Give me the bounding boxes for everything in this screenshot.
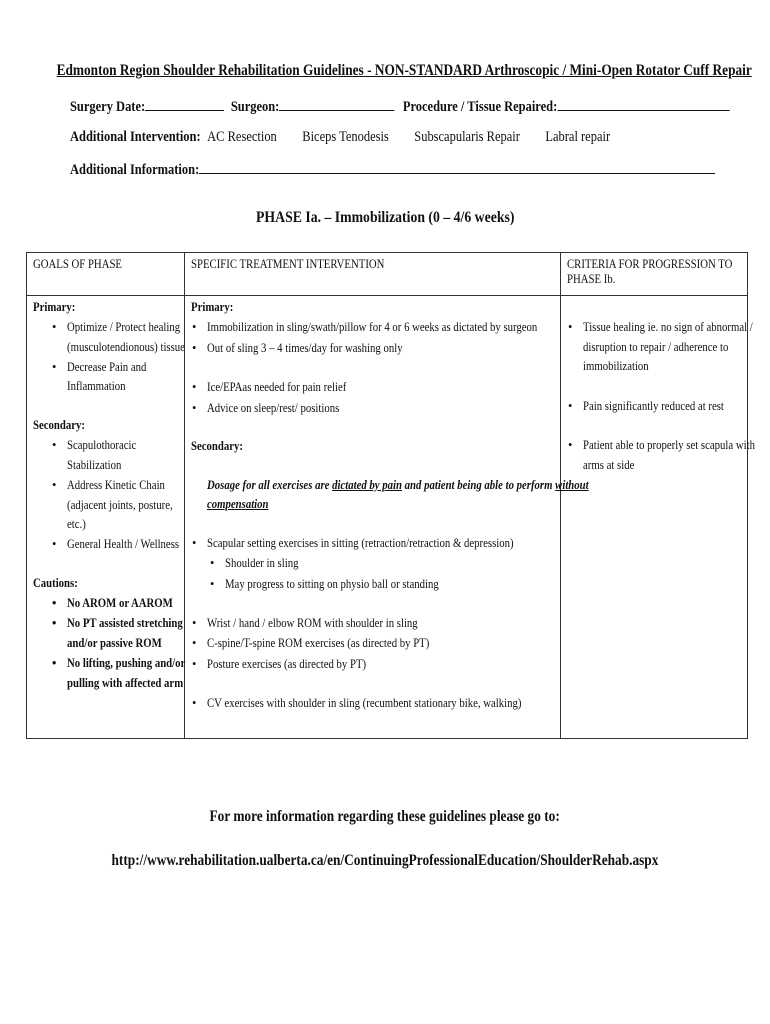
intervention-item: • Ice/EPAas needed for pain relief: [207, 380, 369, 395]
interventions-cell: [185, 296, 589, 739]
criteria-cell: [561, 296, 755, 739]
caution-item: • No AROM or AAROM: [67, 596, 190, 611]
interventions-secondary-label: Secondary:: [191, 439, 243, 453]
goals-primary-label: Primary:: [33, 300, 76, 314]
phase-title: PHASE Ia. – Immobilization (0 – 4/6 weeks): [255, 209, 515, 226]
option-subscapularis-repair[interactable]: Subscapularis Repair: [414, 129, 520, 145]
goal-item: • Scapulothoracic: [67, 438, 148, 453]
interventions-primary-label: Primary:: [191, 300, 234, 314]
guidelines-link[interactable]: http://www.rehabilitation.ualberta.ca/en/ContinuingProfessionalEducation/ShoulderRehab.aspx: [111, 852, 659, 869]
criteria-item: • Patient able to properly set scapula with: [583, 438, 770, 453]
procedure-label: Procedure / Tissue Repaired:: [402, 99, 558, 115]
goal-item-cont: etc.): [67, 517, 86, 531]
dosage-note-cont: compensation: [207, 497, 269, 511]
goals-cell: [27, 296, 185, 739]
goal-item-cont: (adjacent joints, posture,: [67, 498, 173, 512]
goal-item-cont: (musculotendionous) tissue: [67, 340, 185, 354]
option-biceps-tenodesis[interactable]: Biceps Tenodesis: [302, 129, 389, 145]
goals-secondary-label: Secondary:: [33, 418, 85, 432]
goal-item: • General Health / Wellness: [67, 537, 197, 552]
intervention-item: • Advice on sleep/rest/ positions: [207, 401, 361, 416]
option-ac-resection[interactable]: AC Resection: [207, 129, 277, 145]
caution-item-cont: pulling with affected arm: [67, 676, 184, 690]
goal-item-cont: Inflammation: [67, 379, 126, 393]
surgeon-field[interactable]: [279, 98, 394, 111]
intervention-item: • C-spine/T-spine ROM exercises (as directed by PT): [207, 636, 466, 651]
criteria-item: • Pain significantly reduced at rest: [583, 399, 747, 414]
criteria-item: • Tissue healing ie. no sign of abnormal /: [583, 320, 770, 335]
additional-info-field[interactable]: [199, 161, 715, 174]
intervention-item: • Out of sling 3 – 4 times/day for washing only: [207, 341, 434, 356]
header-criteria: CRITERIA FOR PROGRESSION TO PHASE Ib.: [561, 253, 748, 296]
additional-intervention-label: Additional Intervention:: [70, 129, 201, 145]
document-title: Edmonton Region Shoulder Rehabilitation Guidelines - NON-STANDARD Arthroscopic / Mini-Open Rotator Cuff Repair: [56, 62, 752, 79]
additional-intervention-row: [70, 129, 698, 146]
surgery-date-label: Surgery Date:: [70, 99, 146, 115]
intervention-subitem: • May progress to sitting on physio ball or standing: [225, 577, 474, 592]
goal-item-cont: Stabilization: [67, 458, 122, 472]
phase-table: [26, 252, 755, 739]
caution-item: • No lifting, pushing and/or: [67, 656, 205, 671]
goal-item: • Address Kinetic Chain: [67, 478, 181, 493]
more-info-text: For more information regarding these guidelines please go to:: [209, 808, 561, 825]
intervention-subitem: • Shoulder in sling: [225, 556, 310, 571]
additional-info-row: [70, 161, 770, 179]
intervention-item: • Wrist / hand / elbow ROM with shoulder in sling: [207, 616, 452, 631]
cautions-label: Cautions:: [33, 576, 78, 590]
additional-info-label: Additional Information:: [70, 162, 200, 178]
header-goals: GOALS OF PHASE: [27, 253, 185, 296]
intervention-item: • Scapular setting exercises in sitting (retraction/retraction & depression): [207, 536, 563, 551]
surgery-date-field[interactable]: [145, 98, 224, 111]
criteria-item-cont: disruption to repair / adherence to: [583, 340, 729, 354]
surgeon-label: Surgeon:: [230, 99, 280, 115]
criteria-item-cont: arms at side: [583, 458, 635, 472]
criteria-item-cont: immobilization: [583, 359, 649, 373]
option-labral-repair[interactable]: Labral repair: [545, 129, 611, 145]
caution-item-cont: and/or passive ROM: [67, 636, 162, 650]
dosage-note: Dosage for all exercises are dictated by pain and patient being able to perform without: [207, 478, 589, 492]
intervention-item: • CV exercises with shoulder in sling (recumbent stationary bike, walking): [207, 696, 573, 711]
intervention-item: • Immobilization in sling/swath/pillow for 4 or 6 weeks as dictated by surgeon: [207, 320, 591, 335]
header-interventions: SPECIFIC TREATMENT INTERVENTION: [185, 253, 561, 296]
goal-item: • Decrease Pain and: [67, 360, 159, 375]
procedure-field[interactable]: [557, 98, 729, 111]
surgery-info-row: [70, 98, 770, 116]
goal-item: • Optimize / Protect healing: [67, 320, 199, 335]
caution-item: • No PT assisted stretching: [67, 616, 202, 631]
intervention-item: • Posture exercises (as directed by PT): [207, 657, 392, 672]
